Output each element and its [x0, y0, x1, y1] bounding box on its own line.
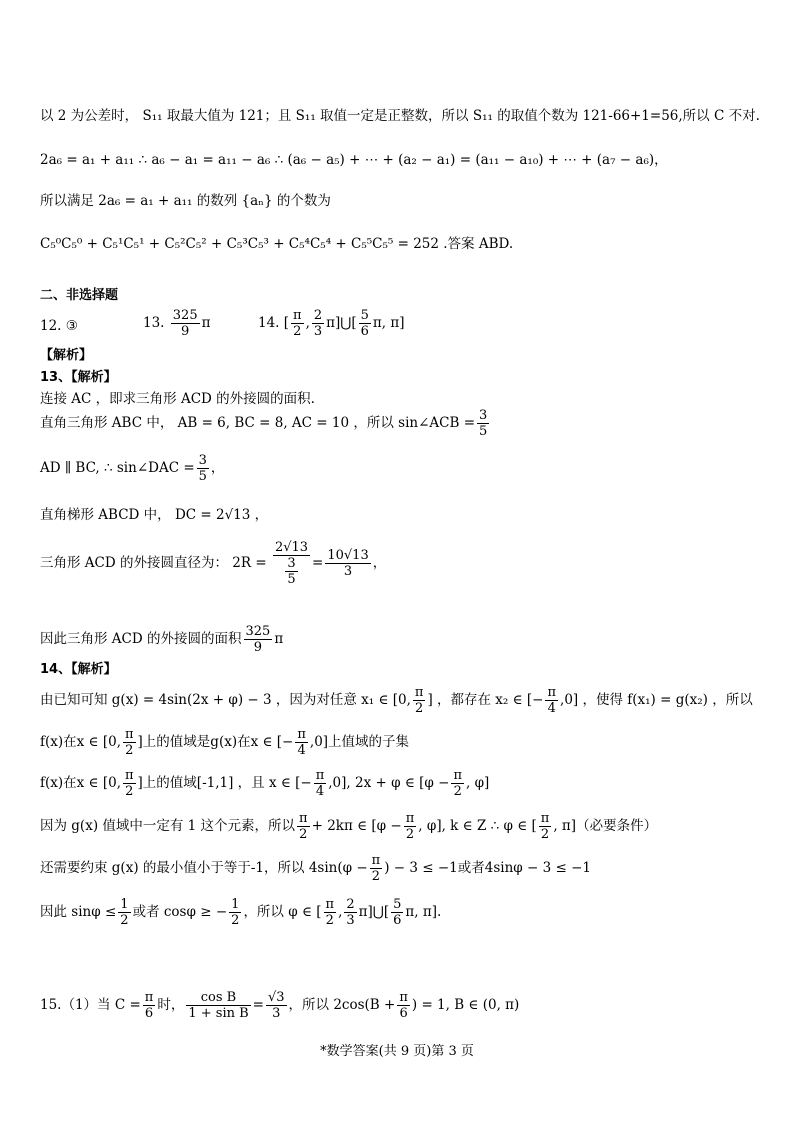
denominator: 6	[144, 1006, 154, 1021]
q13-line-1: 连接 AC ，即求三角形 ACD 的外接圆的面积.	[40, 391, 315, 407]
denominator: 2	[415, 701, 424, 716]
text: 或者 cosφ ≥ −	[132, 904, 228, 920]
denominator: 2	[293, 324, 302, 339]
fraction	[404, 811, 417, 842]
compound-fraction	[273, 540, 310, 587]
numerator: π	[144, 990, 154, 1005]
answer-14-label: 14. [	[258, 315, 290, 331]
text: 三角形 ACD 的外接圆直径为： 2R =	[40, 555, 267, 571]
fraction	[477, 408, 489, 439]
fraction	[397, 990, 410, 1021]
fraction	[370, 853, 383, 884]
text: 直角三角形 ABC 中， AB = 6, BC = 8, AC = 10 ，所以 sin∠ACB =	[40, 415, 476, 431]
text: , π]（必要条件）	[553, 818, 658, 834]
text: =	[312, 555, 324, 571]
jiexi-heading: 【解析】	[40, 348, 93, 363]
q13-line-3	[40, 453, 764, 484]
q13-line-2	[40, 408, 764, 439]
q15-line-1	[40, 990, 764, 1021]
denominator: 2	[371, 869, 381, 884]
fraction	[545, 685, 558, 716]
numerator: π	[299, 811, 308, 826]
text: 还需要约束 g(x) 的最小值小于等于-1，所以 4sin(φ −	[40, 860, 368, 876]
text: f(x)在x ∈ [0,	[40, 734, 121, 750]
q14-line-6	[40, 897, 764, 928]
text: ,	[305, 315, 310, 331]
text: ) = 1, B ∈ (0, π)	[411, 997, 520, 1013]
text: f(x)在x ∈ [0,	[40, 775, 121, 791]
fraction	[123, 768, 136, 799]
fraction	[359, 308, 371, 339]
fraction	[295, 727, 308, 758]
denominator: 9	[253, 640, 263, 655]
text: π]⋃[	[358, 904, 390, 920]
fraction	[297, 811, 310, 842]
q14-line-4	[40, 811, 764, 842]
numerator: π	[405, 811, 415, 826]
numerator: 3	[198, 453, 207, 468]
text: ] ，都存在 x₂ ∈ [−	[427, 692, 544, 708]
denominator: 2	[299, 827, 308, 842]
numerator: 3	[479, 408, 488, 423]
fraction	[314, 768, 327, 799]
denominator: 1 + sin B	[188, 1006, 249, 1021]
fraction	[324, 897, 337, 928]
text: 时，	[157, 997, 185, 1013]
text: π	[274, 631, 284, 647]
numerator: 325	[245, 624, 271, 639]
numerator: 325	[172, 308, 198, 323]
q14-line-3	[40, 768, 764, 799]
fraction	[197, 453, 209, 484]
q14-line-2	[40, 727, 764, 758]
answer-13-label: 13.	[143, 315, 165, 331]
text-line-4: C₅⁰C₅⁰ + C₅¹C₅¹ + C₅²C₅² + C₅³C₅³ + C₅⁴C₅⁴ + C₅⁵C₅⁵ = 252 .答案 ABD.	[40, 236, 514, 252]
text: ，所以 φ ∈ [	[243, 904, 322, 920]
text: ]上的值域是g(x)在x ∈ [−	[137, 734, 294, 750]
text: 因为 g(x) 值域中一定有 1 这个元素，所以	[40, 818, 296, 834]
text: ) − 3 ≤ −1或者4sinφ − 3 ≤ −1	[384, 860, 592, 876]
fraction	[143, 990, 156, 1021]
q13-line-5	[40, 540, 764, 587]
numerator: π	[540, 811, 550, 826]
denominator: 5	[198, 469, 207, 484]
text: π]⋃[	[326, 315, 357, 331]
numerator: 2	[313, 308, 323, 323]
denominator: 4	[547, 701, 556, 716]
q14-line-1	[40, 685, 764, 716]
denominator: 6	[399, 1006, 408, 1021]
text: 由已知可知 g(x) = 4sin(2x + φ) − 3 ，因为对任意 x₁ ∈ [0,	[40, 692, 411, 708]
denominator: 2	[231, 913, 240, 928]
denominator: 2	[540, 827, 550, 842]
numerator: π	[315, 768, 325, 783]
text: ，	[372, 555, 387, 571]
text: 15.（1）当 C =	[40, 997, 141, 1013]
numerator: π	[399, 990, 408, 1005]
numerator: 1	[231, 897, 240, 912]
page-footer: *数学答案(共 9 页)第 3 页	[320, 1044, 474, 1059]
fraction	[244, 624, 273, 655]
fraction	[325, 548, 370, 579]
numerator: π	[297, 727, 306, 742]
denominator: 4	[315, 784, 325, 799]
section-heading: 二、非选择题	[40, 288, 119, 303]
denominator: 2	[405, 827, 415, 842]
text: , φ], k ∈ Z ∴ φ ∈ [	[418, 818, 537, 834]
numerator: 5	[393, 897, 402, 912]
denominator: 6	[360, 324, 369, 339]
numerator: π	[453, 768, 462, 783]
text: =	[252, 997, 264, 1013]
denominator: 3	[346, 913, 355, 928]
numerator: π	[124, 727, 134, 742]
fraction	[539, 811, 552, 842]
text: , φ]	[466, 775, 490, 791]
text: ,0] ，使得 f(x₁) = g(x₂) ，所以	[560, 692, 753, 708]
denominator: 3	[313, 324, 323, 339]
fraction	[266, 990, 287, 1021]
denominator: 2	[125, 743, 134, 758]
numerator: √3	[267, 990, 285, 1005]
numerator: π	[293, 308, 302, 323]
denominator: 5	[287, 572, 296, 587]
denominator: 3	[272, 1006, 281, 1021]
denominator: 5	[479, 424, 488, 439]
denominator: 2	[120, 913, 129, 928]
q13-line-6	[40, 624, 764, 655]
fraction	[413, 685, 426, 716]
denominator	[273, 556, 310, 587]
pi-symbol: π	[201, 315, 211, 331]
q14-heading: 14、【解析】	[40, 662, 117, 677]
fraction	[229, 897, 241, 928]
q14-line-5	[40, 853, 764, 884]
denominator: 3	[343, 564, 353, 579]
answer-14	[258, 308, 405, 339]
fraction	[285, 556, 297, 587]
numerator: 2	[346, 897, 355, 912]
fraction	[291, 308, 304, 339]
numerator: 1	[120, 897, 129, 912]
numerator: π	[371, 853, 381, 868]
fraction	[312, 308, 324, 339]
numerator: 3	[287, 556, 296, 571]
numerator: π	[124, 768, 134, 783]
denominator: 2	[125, 784, 134, 799]
numerator: cos B	[186, 990, 250, 1006]
text: π, π].	[405, 904, 442, 920]
denominator: 9	[181, 324, 190, 339]
numerator: π	[325, 897, 335, 912]
text: 因此三角形 ACD 的外接圆的面积	[40, 631, 242, 647]
numerator: π	[414, 685, 424, 700]
numerator: 2√13	[274, 540, 309, 555]
fraction	[391, 897, 403, 928]
fraction	[123, 727, 136, 758]
text: π, π]	[372, 315, 405, 331]
text-line-1: 以 2 为公差时， S₁₁ 取最大值为 121；且 S₁₁ 取值一定是正整数，所以 S₁₁ 的取值个数为 121-66+1=56,所以 C 不对.	[40, 108, 760, 124]
text: ，	[210, 460, 225, 476]
answer-13-fraction	[171, 308, 200, 339]
text: AD ∥ BC, ∴ sin∠DAC =	[40, 460, 195, 476]
text: ,	[338, 904, 343, 920]
denominator: 2	[453, 784, 462, 799]
answer-12: 12. ③	[40, 318, 78, 334]
fraction	[186, 990, 250, 1021]
denominator: 4	[297, 743, 306, 758]
text: 因此 sinφ ≤	[40, 904, 117, 920]
text-line-2: 2a₆ = a₁ + a₁₁ ∴ a₆ − a₁ = a₁₁ − a₆ ∴ (a₆ − a₅) + ⋯ + (a₂ − a₁) = (a₁₁ − a₁₀) + ⋯ + (a₇ − a₆)，	[40, 152, 668, 168]
denominator: 6	[393, 913, 402, 928]
numerator: 5	[360, 308, 369, 323]
answer-line	[40, 308, 764, 346]
text-line-3: 所以满足 2a₆ = a₁ + a₁₁ 的数列 {aₙ} 的个数为	[40, 193, 331, 209]
text: ,0]上值域的子集	[309, 734, 410, 750]
q13-heading: 13、【解析】	[40, 370, 117, 385]
fraction	[344, 897, 356, 928]
numerator: π	[547, 685, 557, 700]
text: ]上的值域[-1,1] ，且 x ∈ [−	[137, 775, 312, 791]
fraction	[118, 897, 130, 928]
text: ,0], 2x + φ ∈ [φ −	[328, 775, 450, 791]
fraction	[451, 768, 464, 799]
text: ，所以 2cos(B +	[288, 997, 396, 1013]
answer-13	[143, 308, 210, 339]
denominator: 2	[325, 913, 334, 928]
numerator: 10√13	[327, 548, 369, 563]
text: + 2kπ ∈ [φ −	[311, 818, 402, 834]
q13-line-4: 直角梯形 ABCD 中， DC = 2√13 ，	[40, 507, 269, 523]
